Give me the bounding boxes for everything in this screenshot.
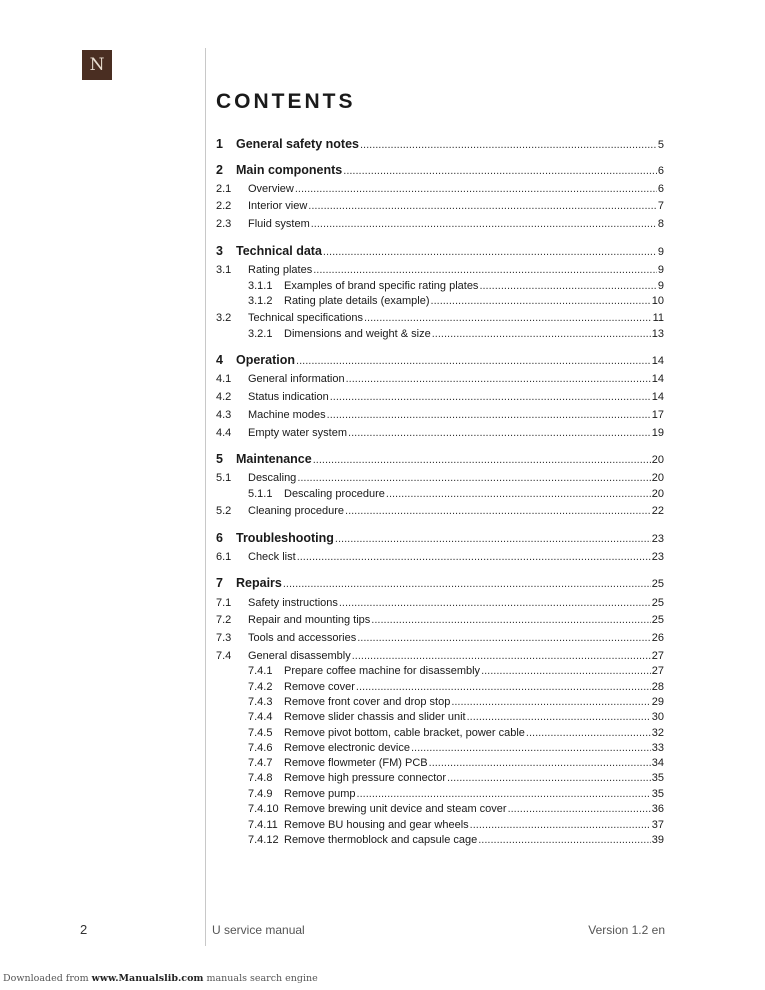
toc-entry-title: Overview bbox=[248, 183, 294, 195]
toc-entry-title: Safety instructions bbox=[248, 597, 338, 609]
toc-entry[interactable] bbox=[216, 452, 664, 466]
toc-entry[interactable] bbox=[216, 696, 664, 708]
toc-entry-title: Troubleshooting bbox=[236, 531, 334, 545]
toc-entry[interactable] bbox=[216, 505, 664, 517]
toc-entry-page: 37 bbox=[651, 819, 664, 831]
toc-entry-page: 25 bbox=[651, 578, 664, 590]
toc-entry-title: Rating plates bbox=[248, 264, 313, 276]
toc-entry[interactable] bbox=[216, 328, 664, 340]
toc-leader-dots bbox=[479, 280, 656, 292]
toc-entry-title: Remove thermoblock and capsule cage bbox=[284, 834, 478, 846]
toc-leader-dots bbox=[297, 551, 651, 563]
toc-leader-dots bbox=[431, 295, 651, 307]
toc-entry-number: 5 bbox=[216, 452, 223, 466]
toc-entry-number: 7.2 bbox=[216, 614, 232, 626]
toc-entry-page: 6 bbox=[657, 183, 664, 195]
toc-entry[interactable] bbox=[216, 711, 664, 723]
toc-entry[interactable] bbox=[216, 632, 664, 644]
toc-leader-dots bbox=[432, 328, 651, 340]
toc-leader-dots bbox=[364, 312, 652, 324]
toc-entry-page: 33 bbox=[651, 742, 664, 754]
download-site-link[interactable]: www.Manualslib.com bbox=[91, 973, 204, 984]
download-note bbox=[3, 973, 318, 984]
toc-entry-number: 3.1.2 bbox=[248, 295, 273, 307]
download-suffix: manuals search engine bbox=[206, 973, 318, 984]
toc-entry-page: 20 bbox=[651, 472, 664, 484]
toc-entry-page: 6 bbox=[657, 165, 664, 177]
toc-leader-dots bbox=[343, 165, 657, 177]
toc-entry[interactable] bbox=[216, 597, 664, 609]
toc-entry-number: 4.1 bbox=[216, 373, 232, 385]
toc-entry[interactable] bbox=[216, 488, 664, 500]
toc-leader-dots bbox=[447, 772, 651, 784]
toc-leader-dots bbox=[429, 757, 651, 769]
toc-entry-number: 6.1 bbox=[216, 551, 232, 563]
toc-entry-number: 3.2 bbox=[216, 312, 232, 324]
toc-entry-number: 6 bbox=[216, 531, 223, 545]
toc-entry-title: Status indication bbox=[248, 391, 329, 403]
toc-leader-dots bbox=[481, 665, 651, 677]
toc-entry-title: Rating plate details (example) bbox=[284, 295, 430, 307]
toc-entry-page: 20 bbox=[651, 488, 664, 500]
manual-title: U service manual bbox=[212, 923, 305, 937]
toc-entry-page: 9 bbox=[657, 280, 664, 292]
toc-entry-title: Remove BU housing and gear wheels bbox=[284, 819, 469, 831]
toc-leader-dots bbox=[283, 578, 651, 590]
toc-entry[interactable] bbox=[216, 244, 664, 258]
toc-entry[interactable] bbox=[216, 531, 664, 545]
toc-entry-page: 23 bbox=[651, 551, 664, 563]
toc-entry[interactable] bbox=[216, 803, 664, 815]
toc-entry-number: 3.1.1 bbox=[248, 280, 273, 292]
toc-leader-dots bbox=[339, 597, 651, 609]
toc-entry[interactable] bbox=[216, 576, 664, 590]
toc-entry-page: 8 bbox=[657, 218, 664, 230]
toc-entry-number: 1 bbox=[216, 137, 223, 151]
toc-entry-number: 3 bbox=[216, 244, 223, 258]
toc-entry[interactable] bbox=[216, 681, 664, 693]
toc-entry-number: 7.4.1 bbox=[248, 665, 273, 677]
toc-entry-page: 11 bbox=[652, 312, 664, 324]
toc-entry-number: 2.3 bbox=[216, 218, 232, 230]
toc-entry-page: 26 bbox=[651, 632, 664, 644]
toc-entry-number: 7.4.6 bbox=[248, 742, 273, 754]
toc-entry-page: 34 bbox=[651, 757, 664, 769]
toc-entry-title: General safety notes bbox=[236, 137, 359, 151]
toc-entry-number: 7.4.11 bbox=[248, 819, 278, 831]
toc-entry-number: 4 bbox=[216, 353, 223, 367]
version-label: Version 1.2 en bbox=[588, 923, 665, 937]
toc-leader-dots bbox=[308, 200, 657, 212]
toc-entry-page: 22 bbox=[651, 505, 664, 517]
toc-entry-title: Examples of brand specific rating plates bbox=[284, 280, 479, 292]
toc-entry-title: Cleaning procedure bbox=[248, 505, 345, 517]
toc-entry-number: 4.2 bbox=[216, 391, 232, 403]
toc-entry-number: 3.1 bbox=[216, 264, 232, 276]
brand-logo bbox=[82, 50, 112, 80]
vertical-divider bbox=[205, 48, 206, 946]
toc-entry-page: 32 bbox=[651, 727, 664, 739]
toc-entry-title: Machine modes bbox=[248, 409, 326, 421]
toc-entry-title: Fluid system bbox=[248, 218, 310, 230]
page-number: 2 bbox=[80, 922, 88, 937]
toc-leader-dots bbox=[470, 819, 651, 831]
download-prefix: Downloaded from bbox=[3, 973, 89, 984]
toc-entry-title: Prepare coffee machine for disassembly bbox=[284, 665, 481, 677]
toc-entry-number: 7.1 bbox=[216, 597, 232, 609]
toc-entry-page: 36 bbox=[651, 803, 664, 815]
toc-entry-number: 7.4.3 bbox=[248, 696, 273, 708]
toc-entry-number: 7.4.12 bbox=[248, 834, 279, 846]
toc-entry-title: Remove electronic device bbox=[284, 742, 410, 754]
toc-entry-title: Remove flowmeter (FM) PCB bbox=[284, 757, 428, 769]
toc-entry-page: 7 bbox=[657, 200, 664, 212]
toc-entry[interactable] bbox=[216, 665, 664, 677]
toc-entry-title: Repair and mounting tips bbox=[248, 614, 371, 626]
toc-entry[interactable] bbox=[216, 183, 664, 195]
toc-entry-title: Descaling bbox=[248, 472, 297, 484]
toc-entry[interactable] bbox=[216, 218, 664, 230]
toc-leader-dots bbox=[296, 355, 651, 367]
toc-entry-title: Technical specifications bbox=[248, 312, 363, 324]
toc-leader-dots bbox=[386, 488, 651, 500]
toc-entry[interactable] bbox=[216, 742, 664, 754]
toc-entry-title: Technical data bbox=[236, 244, 322, 258]
toc-entry-title: Repairs bbox=[236, 576, 282, 590]
toc-entry-page: 28 bbox=[651, 681, 664, 693]
toc-leader-dots bbox=[508, 803, 651, 815]
toc-entry[interactable] bbox=[216, 772, 664, 784]
toc-entry[interactable] bbox=[216, 200, 664, 212]
toc-entry-page: 27 bbox=[651, 650, 664, 662]
toc-entry-title: Remove cover bbox=[284, 681, 355, 693]
toc-entry-title: Remove brewing unit device and steam cover bbox=[284, 803, 507, 815]
toc-leader-dots bbox=[297, 472, 650, 484]
logo-letter: N bbox=[89, 54, 105, 75]
toc-entry[interactable] bbox=[216, 391, 664, 403]
toc-leader-dots bbox=[348, 427, 651, 439]
toc-entry-number: 7.4.5 bbox=[248, 727, 273, 739]
toc-entry-page: 14 bbox=[651, 373, 664, 385]
toc-entry-title: Remove front cover and drop stop bbox=[284, 696, 451, 708]
toc-entry[interactable] bbox=[216, 280, 664, 292]
toc-leader-dots bbox=[345, 505, 651, 517]
toc-entry-page: 39 bbox=[651, 834, 664, 846]
toc-leader-dots bbox=[451, 696, 650, 708]
toc-entry-number: 7.4.4 bbox=[248, 711, 273, 723]
toc-entry-number: 5.2 bbox=[216, 505, 232, 517]
toc-entry[interactable] bbox=[216, 472, 664, 484]
toc-leader-dots bbox=[357, 632, 651, 644]
toc-entry[interactable] bbox=[216, 819, 664, 831]
toc-entry-number: 7.4.10 bbox=[248, 803, 279, 815]
toc-entry-number: 7.4.7 bbox=[248, 757, 273, 769]
toc-entry-number: 7.3 bbox=[216, 632, 232, 644]
toc-entry-page: 30 bbox=[651, 711, 664, 723]
toc-entry[interactable] bbox=[216, 295, 664, 307]
toc-entry-page: 27 bbox=[651, 665, 664, 677]
toc-entry[interactable] bbox=[216, 409, 664, 421]
toc-entry-title: Tools and accessories bbox=[248, 632, 357, 644]
toc-entry-page: 14 bbox=[651, 391, 664, 403]
toc-entry-page: 13 bbox=[651, 328, 664, 340]
toc-entry-number: 7.4.9 bbox=[248, 788, 273, 800]
toc-entry-page: 14 bbox=[651, 355, 664, 367]
toc-entry[interactable] bbox=[216, 163, 664, 177]
toc-leader-dots bbox=[411, 742, 651, 754]
toc-leader-dots bbox=[526, 727, 651, 739]
toc-entry-page: 35 bbox=[651, 788, 664, 800]
toc-entry[interactable] bbox=[216, 312, 664, 324]
toc-entry[interactable] bbox=[216, 353, 664, 367]
toc-entry-page: 5 bbox=[657, 139, 664, 151]
toc-entry-page: 35 bbox=[651, 772, 664, 784]
toc-leader-dots bbox=[313, 454, 651, 466]
toc-leader-dots bbox=[352, 650, 651, 662]
toc-entry[interactable] bbox=[216, 727, 664, 739]
page-title: CONTENTS bbox=[216, 90, 356, 113]
toc-entry-number: 2.2 bbox=[216, 200, 232, 212]
toc-entry-title: Maintenance bbox=[236, 452, 312, 466]
toc-leader-dots bbox=[295, 183, 657, 195]
toc-entry-page: 17 bbox=[651, 409, 664, 421]
toc-entry-number: 7.4.8 bbox=[248, 772, 273, 784]
toc-entry-title: Remove pump bbox=[284, 788, 356, 800]
toc-entry-number: 4.3 bbox=[216, 409, 232, 421]
toc-entry-title: Remove pivot bottom, cable bracket, power cable bbox=[284, 727, 525, 739]
toc-entry[interactable] bbox=[216, 427, 664, 439]
toc-leader-dots bbox=[330, 391, 651, 403]
toc-entry-page: 20 bbox=[651, 454, 664, 466]
toc-entry-title: Main components bbox=[236, 163, 343, 177]
toc-leader-dots bbox=[346, 373, 651, 385]
toc-leader-dots bbox=[311, 218, 657, 230]
toc-entry-page: 25 bbox=[651, 614, 664, 626]
toc-entry[interactable] bbox=[216, 650, 664, 662]
toc-leader-dots bbox=[335, 533, 651, 545]
toc-leader-dots bbox=[356, 681, 651, 693]
toc-entry-number: 7 bbox=[216, 576, 223, 590]
toc-entry-title: Remove slider chassis and slider unit bbox=[284, 711, 466, 723]
toc-entry[interactable] bbox=[216, 614, 664, 626]
toc-leader-dots bbox=[467, 711, 651, 723]
toc-entry[interactable] bbox=[216, 551, 664, 563]
toc-entry-title: General disassembly bbox=[248, 650, 351, 662]
toc-entry-title: General information bbox=[248, 373, 345, 385]
toc-leader-dots bbox=[357, 788, 651, 800]
toc-entry[interactable] bbox=[216, 264, 664, 276]
toc-leader-dots bbox=[360, 139, 657, 151]
toc-entry[interactable] bbox=[216, 757, 664, 769]
toc-entry-title: Check list bbox=[248, 551, 296, 563]
toc-entry-title: Dimensions and weight & size bbox=[284, 328, 431, 340]
toc-entry-number: 3.2.1 bbox=[248, 328, 273, 340]
toc-leader-dots bbox=[327, 409, 651, 421]
toc-entry[interactable] bbox=[216, 788, 664, 800]
toc-entry-title: Interior view bbox=[248, 200, 308, 212]
toc-entry-page: 19 bbox=[651, 427, 664, 439]
toc-entry-number: 5.1 bbox=[216, 472, 232, 484]
toc-entry[interactable] bbox=[216, 373, 664, 385]
toc-leader-dots bbox=[313, 264, 657, 276]
toc-entry-title: Descaling procedure bbox=[284, 488, 385, 500]
toc-entry-page: 25 bbox=[651, 597, 664, 609]
toc-entry-number: 7.4.2 bbox=[248, 681, 273, 693]
toc-entry-number: 4.4 bbox=[216, 427, 232, 439]
toc-entry-page: 9 bbox=[657, 246, 664, 258]
toc-entry-number: 5.1.1 bbox=[248, 488, 273, 500]
toc-entry-page: 9 bbox=[657, 264, 664, 276]
toc-entry-title: Empty water system bbox=[248, 427, 348, 439]
toc-entry-page: 29 bbox=[651, 696, 664, 708]
toc-entry-number: 2.1 bbox=[216, 183, 232, 195]
toc-leader-dots bbox=[323, 246, 657, 258]
toc-entry-page: 10 bbox=[651, 295, 664, 307]
toc-entry-number: 2 bbox=[216, 163, 223, 177]
toc-entry[interactable] bbox=[216, 137, 664, 151]
toc-entry-page: 23 bbox=[651, 533, 664, 545]
toc-leader-dots bbox=[371, 614, 650, 626]
toc-entry-title: Operation bbox=[236, 353, 296, 367]
toc-entry[interactable] bbox=[216, 834, 664, 846]
toc-entry-title: Remove high pressure connector bbox=[284, 772, 447, 784]
toc-entry-number: 7.4 bbox=[216, 650, 232, 662]
toc-leader-dots bbox=[478, 834, 651, 846]
